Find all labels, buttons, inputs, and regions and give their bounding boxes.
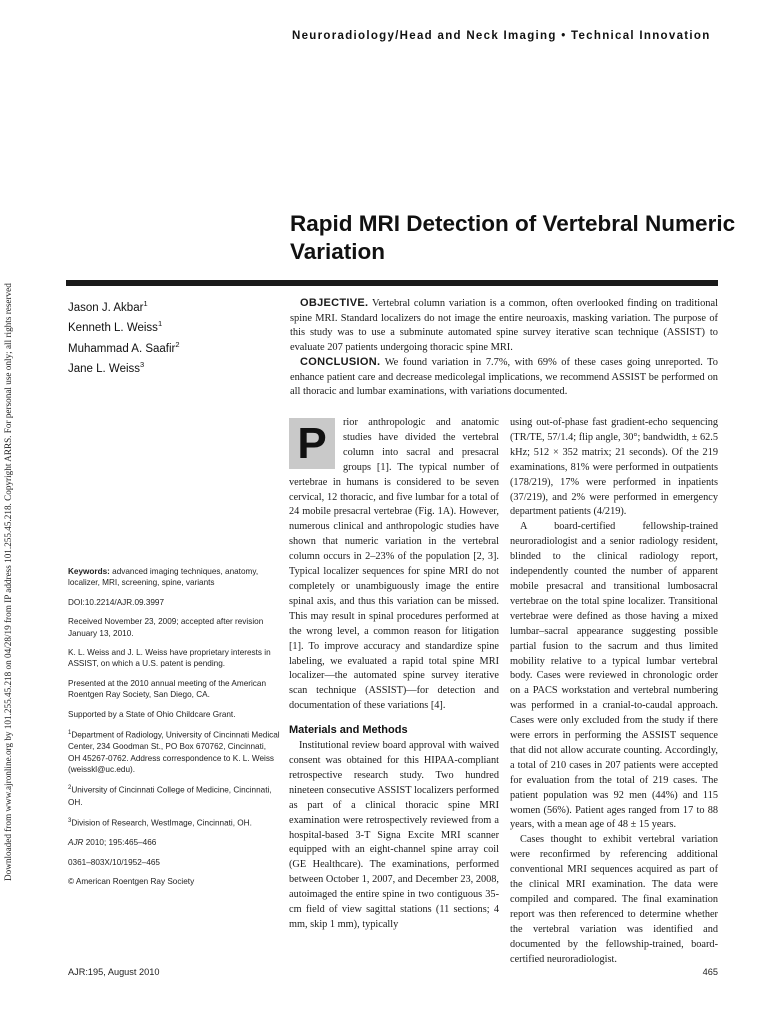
methods-paragraph-continued: using out-of-phase fast gradient-echo sequencing (TR/TE, 57/1.4; flip angle, 30°; bandwidth, ± 62.5 kHz; 512 × 352 matrix; 21 seconds). Of the 219 examinations, 81% were performed in outpatients (178/219), 17% were performed in inpatients (37/219), and 2% were performed in emergency department patients (4/219). [510, 417, 718, 518]
drop-cap: P [289, 418, 335, 469]
article-info-sidebar [68, 566, 280, 895]
download-notice: Downloaded from www.ajronline.org by 101.255.45.218 on 04/28/19 from IP address 101.255.45.218. Copyright ARRS. For personal use only; all rights reserved [3, 283, 13, 881]
intro-paragraph: P rior anthropologic and anatomic studies have divided the vertebral column into sacral and presacral groups [1]. The typical number of vertebrae in humans is considered to be seven cervical, 12 thoracic, and five lumbar for a total of 24 mobile presacral vertebrae (Fig. 1A). However, numerous clinical and anthropologic studies have shown that numeric variation in the vertebral column occurs in 2–23% of the population [2, 3]. Typical localizer sequences for spine MRI do not completely or unambiguously image the entire spinal axis, and thus this variation can be missed. This may result in spinal procedures performed at the wrong level, a common reason for litigation [1]. To improve accuracy and standardize spine labeling, we evaluated a rapid total spine MRI localizer—the automated spine survey iterative scan technique (ASSIST)—for detection and documentation of these variations [4]. [289, 417, 499, 712]
confirmation-paragraph: Cases thought to exhibit vertebral variation were reconfirmed by referencing additional conventional MRI sequences acquired as part of the clinical MRI examination. The data were compiled and compared. The final examination report was then referenced to determine whether the vertebral variation was identified and documented by the fellowship-trained, board-certified neuroradiologist. [510, 834, 718, 965]
citation: AJR 2010; 195:465–466 [68, 838, 157, 848]
abstract [290, 296, 718, 400]
abstract-objective: OBJECTIVE. Vertebral column variation is a common, often overlooked finding on traditional spine MRI. Standard localizers do not image the entire neuroaxis, masking variation. The purpose of this study was to use a subminute automated spine survey iterative scan technique (ASSIST) to evaluate 207 patients undergoing thoracic spine MRI. [290, 297, 718, 353]
received-date: Received November 23, 2009; accepted after revision January 13, 2010. [68, 617, 264, 638]
title-rule [66, 280, 718, 286]
review-paragraph: A board-certified fellowship-trained neuroradiologist and a senior radiology resident, blinded to the clinical radiology report, independently counted the number of apparent mobile presacral and transitional lumbosacral vertebrae on the total spine localizer. Transitional vertebrae were defined as those having a mixed lumbar–sacral appearance suggesting possible partial fusion to the sacrum and thus limited mobility relative to a typical lumbar vertebral body. Cases were reviewed in chronologic order on a PACS workstation and vertebral numbering was performed in a cranial-to-caudal approach. Cases were only excluded from the study if there were errors in performing the ASSIST sequence that did not allow accurate counting. Accordingly, a total of 210 cases in 207 patients were accepted for evaluation from the total of 219 cases. The patient population was 92 men (44%) and 115 women (56%). Patient ages ranged from 17 to 88 years, with a mean age of 48 ± 15 years. [510, 521, 718, 831]
body-column-middle [289, 416, 499, 933]
copyright: © American Roentgen Ray Society [68, 876, 195, 886]
methods-heading: Materials and Methods [289, 724, 408, 737]
keywords: Keywords: advanced imaging techniques, anatomy, localizer, MRI, screening, spine, variants [68, 567, 259, 588]
section-header: Neuroradiology/Head and Neck Imaging • Technical Innovation [292, 30, 711, 42]
abstract-conclusion: CONCLUSION. We found variation in 7.7%, with 69% of these cases going unreported. To enhance patient care and decrease medicolegal implications, we recommend ASSIST be performed on all thoracic and lumbar examinations, with variations documented. [290, 356, 718, 397]
author-list [68, 296, 268, 377]
body-column-right [510, 416, 718, 968]
funding: Supported by a State of Ohio Childcare Grant. [68, 709, 236, 719]
author-2: Kenneth L. Weiss$^1$ [68, 319, 163, 335]
author-1: Jason J. Akbar$^1$ [68, 299, 148, 314]
footer-journal: AJR:195, August 2010 [68, 967, 160, 977]
affiliation-1: $^1$Department of Radiology, University of Cincinnati Medical Center, 234 Goodman St., PO Box 670762, Cincinnati, OH 45267-0762. Address correspondence to K. L. Weiss (weisskl@uc.edu). [68, 730, 280, 775]
doi: DOI:10.2214/AJR.09.3997 [68, 597, 165, 607]
author-4: Jane L. Weiss$^3$ [68, 359, 145, 375]
presented-note: Presented at the 2010 annual meeting of the American Roentgen Ray Society, San Diego, CA. [68, 678, 266, 700]
disclosure: K. L. Weiss and J. L. Weiss have proprietary interests in ASSIST, on which a U.S. patent is pending. [68, 648, 271, 669]
article-title: Rapid MRI Detection of Vertebral Numeric Variation [290, 211, 736, 264]
page-number: 465 [702, 967, 718, 977]
methods-paragraph: Institutional review board approval with waived consent was obtained for this HIPAA-compliant retrospective research study. Two hundred nineteen consecutive ASSIST localizers performed as part of a clinical thoracic spine MRI examination were retrospectively reviewed from a hospital-based 3-T Signa Excite MRI scanner equipped with an eight-channel spine array coil (GE Healthcare). The examinations, performed between October 1, 2007, and December 23, 2008, autoimaged the entire spine in two contiguous 35-cm field of view sagittal stations (11 sections; 4 mm, skip 1 mm), typically [289, 740, 499, 930]
affiliation-2: $^2$University of Cincinnati College of Medicine, Cincinnati, OH. [68, 785, 272, 807]
author-3: Muhammad A. Saafir$^2$ [68, 339, 180, 355]
issn: 0361–803X/10/1952–465 [68, 857, 160, 867]
affiliation-3: $^3$Division of Research, WestImage, Cincinnati, OH. [68, 817, 252, 828]
